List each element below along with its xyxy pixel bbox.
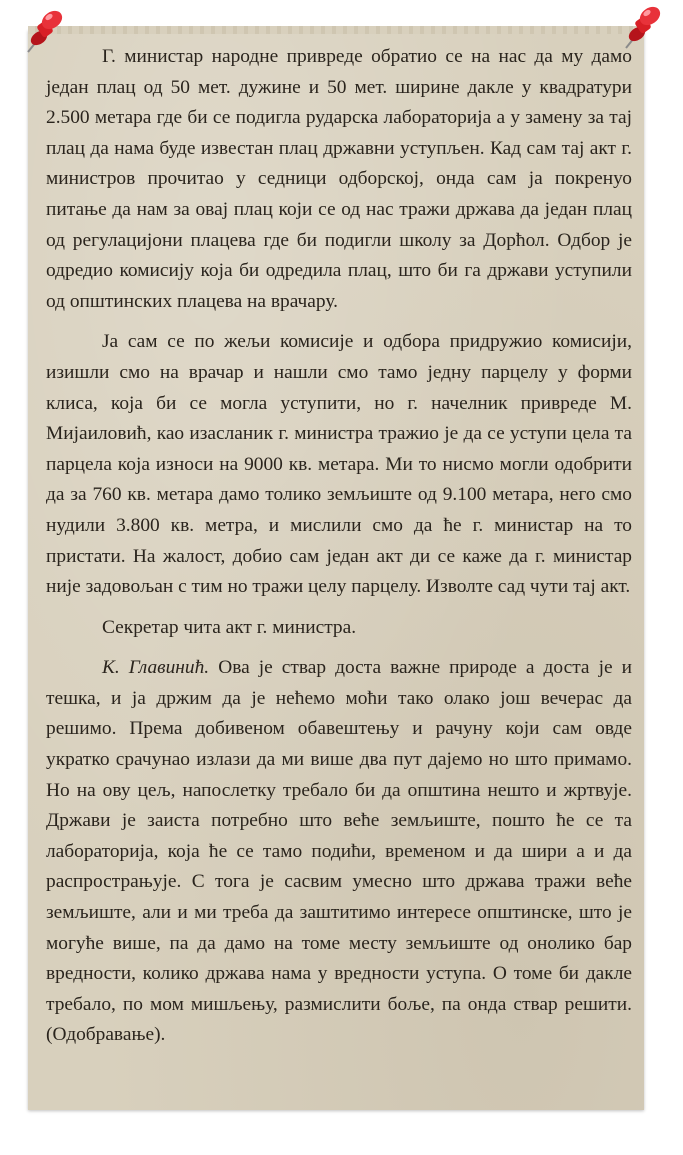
paragraph-3 <box>46 613 632 644</box>
paragraph-4 <box>46 653 632 1051</box>
torn-edge <box>28 26 644 34</box>
article-text <box>46 42 632 1051</box>
speaker-name: К. Главинић. <box>102 657 210 679</box>
paragraph-1-text: Г. министар народне привреде обратио се на нас да му дамо један плац од 50 мет. дужине и 50 мет. ширине дакле у квадратури 2.500 метара где би се подигла рударска лабораторија а у замену за тај плац да нама буде известан плац државни уступљен. Кад сам тај акт г. министров прочитао у седници одборској, онда сам ја покренуо питање да нам за овај плац који се од нас тражи држава да један плац од регулацијони плацева где би подигли школу за Дорћол. Одбор је одредио комисију која би одредила плац, што би га држави уступили од општинских плацева на врачару. <box>46 46 632 312</box>
red-pushpin-icon <box>22 8 70 56</box>
paragraph-2-text: Ја сам се по жељи комисије и одбора придружио комисији, изишли смо на врачар и нашли смо тамо једну парцелу у форми клиса, која би се могла уступити, но г. начелник привреде М. Мијаиловић, као изасланик г. министра тражио је да се уступи цела та парцела која износи на 9000 кв. метара. Ми то нисмо могли одобрити да за 760 кв. метара дамо толико земљиште од 9.100 метара, него смо нудили 3.800 кв. метра, и мислили смо да ће г. министар на то пристати. На жалост, добио сам један акт ди се каже да г. министар није задовољан с тим но тражи целу парцелу. Изволте сад чути тај акт. <box>46 331 632 598</box>
paragraph-1 <box>46 42 632 317</box>
paragraph-2 <box>46 327 632 602</box>
red-pushpin-icon <box>620 4 668 52</box>
newspaper-clipping <box>28 30 644 1110</box>
paragraph-3-text: Секретар чита акт г. министра. <box>102 616 357 638</box>
paragraph-4-text: Ова је ствар доста важне природе а доста је и тешка, и ја држим да је нећемо моћи тако олако још вечерас да решимо. Према добивеном обавештењу и рачуну који сам овде укратко срачунао излази да ми више два пут дајемо но што примамо. Но на ову цељ, напослетку требало би да општина нешто и жртвује. Држави је заиста потребно што веће земљиште, пошто ће се та лабораторија, која ће се тамо подићи, временом и да шири а и да распрострањује. С тога је сасвим умесно што држава тражи веће земљиште, али и ми треба да заштитимо интересе општинске, што је могуће више, па да дамо на томе месту земљиште од онолико бар вредности, колико држава нама у вредности уступа. О томе би дакле требало, по мом мишљењу, размислити боље, па онда ствар решити. (Одобравање). <box>46 657 632 1046</box>
